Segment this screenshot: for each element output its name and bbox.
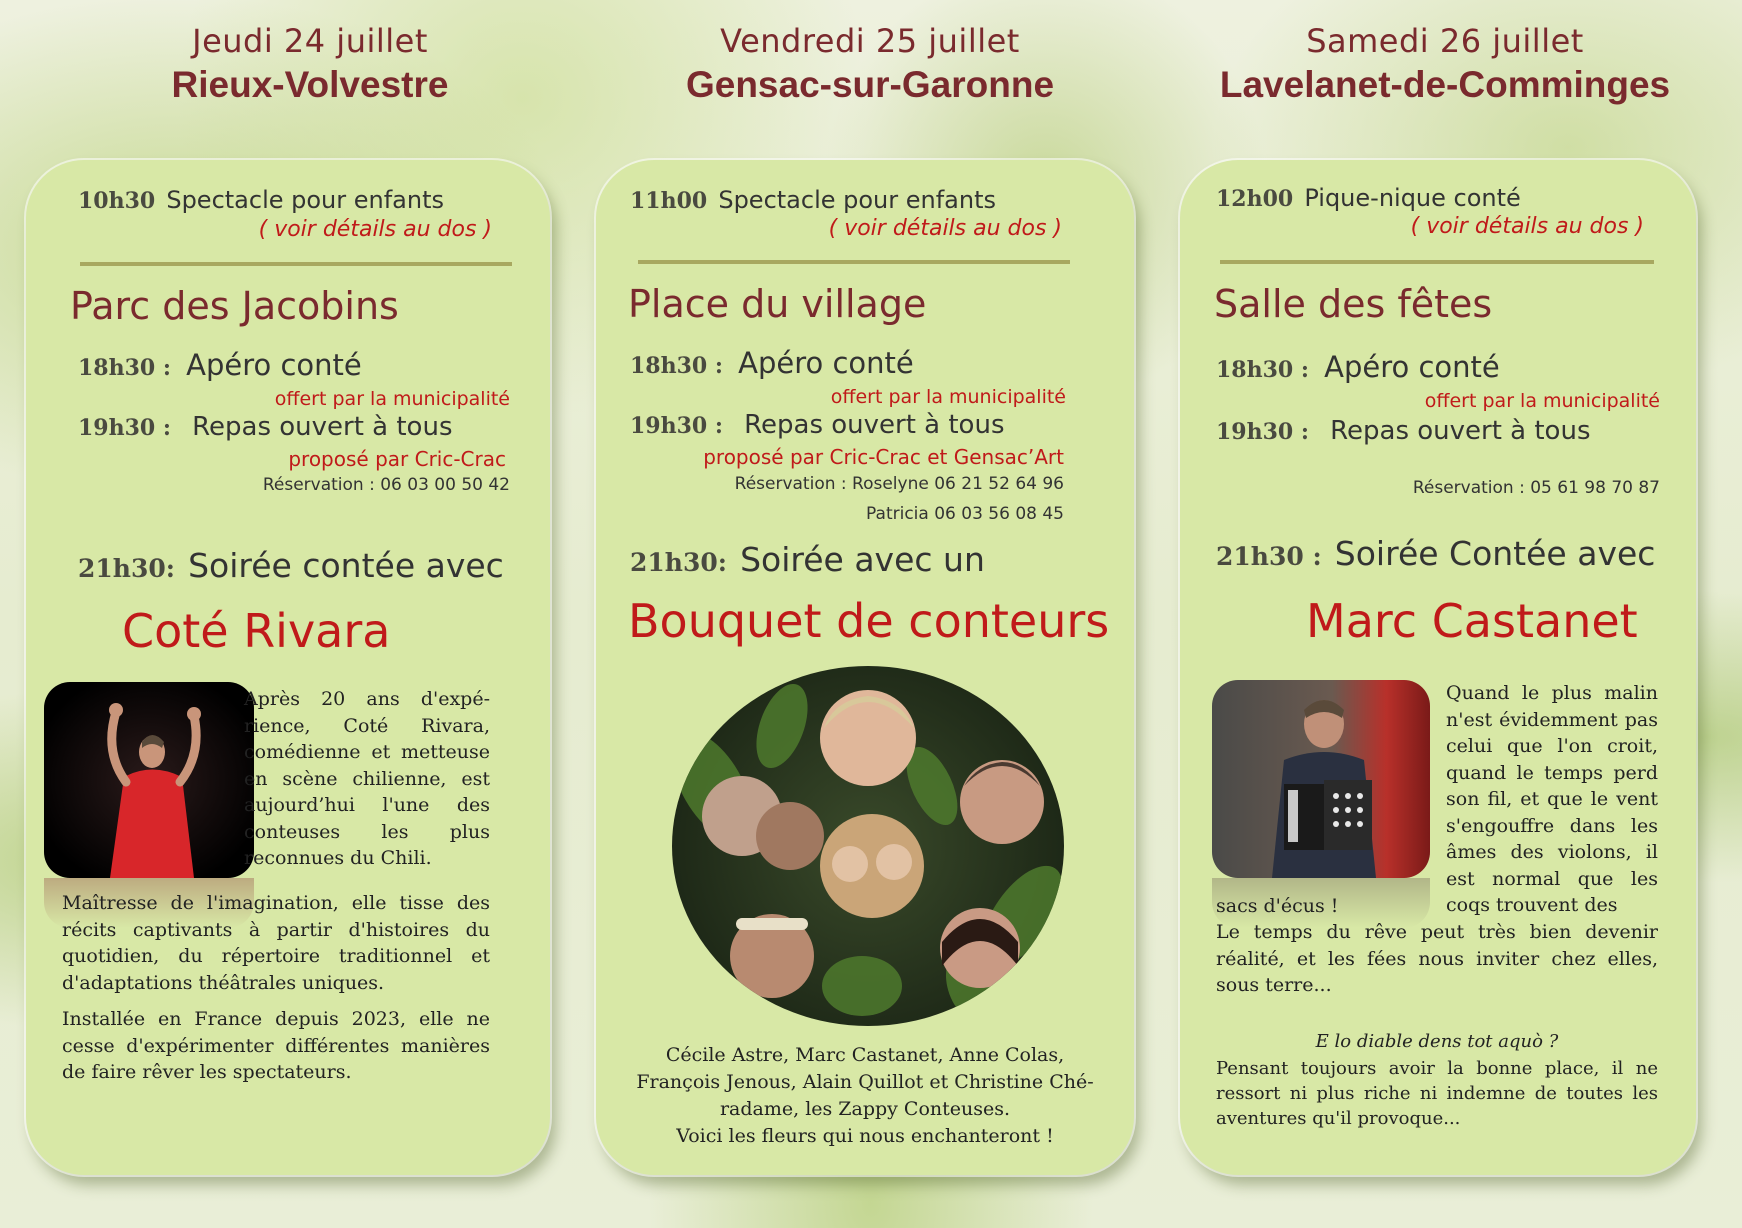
day2-soiree-time: 21h30: xyxy=(630,548,727,577)
day2-repas-proposed: proposé par Cric-Crac et Gensac’Art xyxy=(703,445,1064,469)
day3-divider xyxy=(1220,260,1654,264)
day2-soiree-label: Soirée avec un xyxy=(740,540,985,579)
day1-see-details: ( voir détails au dos ) xyxy=(258,217,492,242)
day3-card xyxy=(1180,160,1696,1175)
day1-artist-photo xyxy=(44,682,254,878)
day3-repas-time: 19h30 : xyxy=(1216,419,1310,445)
day3-repas-label: Repas ouvert à tous xyxy=(1330,416,1591,446)
day3-date: Samedi 26 juillet xyxy=(1306,22,1584,60)
day2-caption-3: radame, les Zappy Conteuses. xyxy=(719,1098,1011,1120)
day3-soiree-time: 21h30 : xyxy=(1216,542,1322,571)
day1-repas-label: Repas ouvert à tous xyxy=(192,412,453,442)
day3-soiree-label: Soirée Contée avec xyxy=(1334,534,1656,573)
day3-morning-event: Pique-nique conté xyxy=(1304,184,1521,212)
day2-morning-event: Spectacle pour enfants xyxy=(718,186,997,214)
day2-artist: Bouquet de conteurs xyxy=(628,594,1110,648)
day2-morning-time: 11h00 xyxy=(630,188,708,214)
day2-repas-label: Repas ouvert à tous xyxy=(744,410,1005,440)
day1-header xyxy=(140,22,480,106)
day3-bio-top: Quand le plus malin n'est évidemment pas celui que l'on croit, quand le temps perd son fil, et que le vent s'engouffre dans les âmes des violons, il est normal que les coqs trouvent des xyxy=(1446,682,1658,916)
day1-repas-proposed: proposé par Cric-Crac xyxy=(288,447,506,471)
day3-bio-3: Pensant toujours avoir la bonne place, il ne ressort ni plus riche ni indemne de toutes les aventures qu'il provoque... xyxy=(1216,1058,1658,1129)
day3-apero-label: Apéro conté xyxy=(1324,350,1500,384)
day1-date: Jeudi 24 juillet xyxy=(192,22,428,60)
day3-morning-time: 12h00 xyxy=(1216,186,1294,212)
day1-morning-time: 10h30 xyxy=(78,188,156,214)
day2-venue: Place du village xyxy=(628,282,927,326)
day1-bio-2: Installée en France depuis 2023, elle ne cesse d'expérimenter différentes manières de faire rêver les spectateurs. xyxy=(62,1008,490,1083)
day3-quote: E lo diable dens tot aquò ? xyxy=(1315,1031,1559,1052)
day3-artist: Marc Castanet xyxy=(1306,594,1638,648)
day1-apero-label: Apéro conté xyxy=(186,348,362,382)
day1-artist: Coté Rivara xyxy=(122,604,391,658)
day3-header xyxy=(1180,22,1710,106)
day1-venue: Parc des Jacobins xyxy=(70,284,399,328)
day2-apero-time: 18h30 : xyxy=(630,353,724,379)
day1-divider xyxy=(80,262,512,266)
day2-see-details: ( voir détails au dos ) xyxy=(828,216,1062,241)
day2-caption-2: François Jenous, Alain Quillot et Christine Ché- xyxy=(636,1071,1094,1093)
day1-apero-offered: offert par la municipalité xyxy=(274,388,510,410)
day1-bio-1: Maîtresse de l'imagination, elle tisse des récits captivants à partir d'histoires du quotidien, du répertoire traditionnel et d'adaptations théâtrales uniques. xyxy=(62,892,490,994)
day3-artist-photo xyxy=(1212,680,1430,878)
day2-header xyxy=(640,22,1100,106)
day2-card xyxy=(596,160,1134,1175)
day2-reservation: Réservation : Roselyne 06 21 52 64 96 xyxy=(734,474,1064,494)
day3-see-details: ( voir détails au dos ) xyxy=(1410,214,1644,239)
day2-date: Vendredi 25 juillet xyxy=(720,22,1020,60)
day1-bio-top: Après 20 ans d'expé-rience, Coté Rivara, comédienne et metteuse en scène chilienne, est aujourd’hui l'une des conteuses les plus reconnues du Chili. xyxy=(244,688,490,869)
day1-city: Rieux-Volvestre xyxy=(171,64,449,105)
day3-apero-time: 18h30 : xyxy=(1216,357,1310,383)
day1-repas-time: 19h30 : xyxy=(78,415,172,441)
day1-morning-event: Spectacle pour enfants xyxy=(166,186,445,214)
day2-city: Gensac-sur-Garonne xyxy=(685,64,1055,105)
day1-soiree-time: 21h30: xyxy=(78,554,175,583)
day3-reservation: Réservation : 05 61 98 70 87 xyxy=(1412,478,1660,498)
day2-caption-4: Voici les fleurs qui nous enchanteront ! xyxy=(676,1125,1054,1147)
day3-bio-2: Le temps du rêve peut très bien devenir réalité, et les fées nous inviter chez elles, sous terre... xyxy=(1216,921,1658,996)
day1-card xyxy=(26,160,550,1175)
day2-reservation-2: Patricia 06 03 56 08 45 xyxy=(866,504,1064,524)
day1-soiree-label: Soirée contée avec xyxy=(188,546,504,585)
day3-venue: Salle des fêtes xyxy=(1214,282,1493,326)
day1-apero-time: 18h30 : xyxy=(78,355,172,381)
day2-apero-label: Apéro conté xyxy=(738,346,914,380)
day1-reservation: Réservation : 06 03 00 50 42 xyxy=(262,475,510,495)
day3-city: Lavelanet-de-Comminges xyxy=(1219,64,1671,105)
day2-repas-time: 19h30 : xyxy=(630,413,724,439)
day2-divider xyxy=(638,260,1070,264)
day2-caption-1: Cécile Astre, Marc Castanet, Anne Colas, xyxy=(665,1044,1065,1066)
day3-bio-1: sacs d'écus ! xyxy=(1216,895,1339,917)
day2-apero-offered: offert par la municipalité xyxy=(830,386,1066,408)
day3-apero-offered: offert par la municipalité xyxy=(1424,390,1660,412)
day2-storytellers-collage xyxy=(672,666,1064,1026)
